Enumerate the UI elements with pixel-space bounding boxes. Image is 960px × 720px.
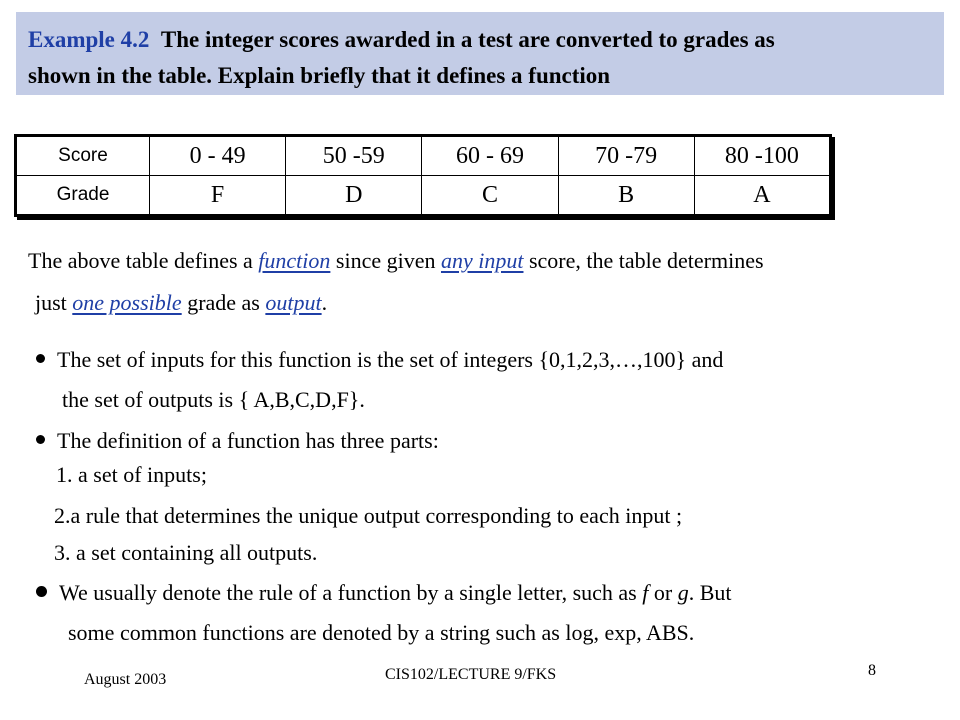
explanation-line-2 bbox=[35, 292, 327, 314]
explanation-text: grade as bbox=[181, 290, 266, 315]
score-row bbox=[16, 136, 831, 176]
bullet-icon bbox=[36, 435, 45, 444]
score-cell: 0 - 49 bbox=[150, 136, 286, 176]
bullet-icon bbox=[36, 354, 45, 363]
example-header-text-1: The integer scores awarded in a test are converted to grades as bbox=[160, 27, 775, 52]
score-cell: 70 -79 bbox=[558, 136, 694, 176]
grade-cell: A bbox=[694, 176, 830, 216]
bullet-text: We usually denote the rule of a function by a single letter, such as bbox=[59, 580, 643, 605]
score-grade-table bbox=[14, 134, 832, 217]
definition-part-3: 3. a set containing all outputs. bbox=[54, 540, 318, 565]
example-header-line-2: shown in the table. Explain briefly that it defines a function bbox=[28, 63, 611, 88]
footer-date: August 2003 bbox=[84, 671, 167, 688]
explanation-text: since given bbox=[330, 248, 441, 273]
explanation-text: . bbox=[321, 290, 328, 315]
grade-cell: B bbox=[558, 176, 694, 216]
emphasis-any-input: any input bbox=[440, 248, 524, 273]
bullet-text: or bbox=[648, 580, 678, 605]
emphasis-output: output bbox=[265, 290, 322, 315]
score-cell: 80 -100 bbox=[694, 136, 830, 176]
bullet-inputs-line-2: the set of outputs is { A,B,C,D,F}. bbox=[62, 387, 365, 412]
explanation-text: The above table defines a bbox=[28, 248, 259, 273]
score-row-label: Score bbox=[16, 136, 150, 176]
bullet-icon bbox=[36, 586, 47, 597]
bullet-inputs-line-1 bbox=[36, 349, 723, 371]
explanation-text: just bbox=[35, 290, 73, 315]
bullet-notation-line-1 bbox=[36, 582, 731, 604]
footer-course: CIS102/LECTURE 9/FKS bbox=[385, 666, 557, 683]
bullet-notation-line-2: some common functions are denoted by a string such as log, exp, ABS. bbox=[68, 620, 695, 645]
grade-cell: F bbox=[150, 176, 286, 216]
example-number: Example 4.2 bbox=[28, 27, 150, 52]
letter-g: g bbox=[677, 580, 689, 605]
score-cell: 60 - 69 bbox=[422, 136, 558, 176]
bullet-definition bbox=[36, 430, 439, 452]
emphasis-one-possible: one possible bbox=[72, 290, 182, 315]
bullet-text: The set of inputs for this function is the set of integers {0,1,2,3,…,100} and bbox=[57, 347, 724, 372]
grade-row bbox=[16, 176, 831, 216]
bullet-text: . But bbox=[688, 580, 732, 605]
grade-cell: D bbox=[286, 176, 422, 216]
score-cell: 50 -59 bbox=[286, 136, 422, 176]
explanation-text: score, the table determines bbox=[523, 248, 764, 273]
definition-part-1: 1. a set of inputs; bbox=[56, 462, 207, 487]
grade-row-label: Grade bbox=[16, 176, 150, 216]
page-number: 8 bbox=[868, 662, 876, 679]
bullet-text: The definition of a function has three parts: bbox=[57, 428, 439, 453]
letter-f: f bbox=[642, 580, 649, 605]
grade-cell: C bbox=[422, 176, 558, 216]
example-header-line-1 bbox=[28, 28, 775, 51]
explanation-line-1 bbox=[28, 250, 764, 272]
emphasis-function: function bbox=[258, 248, 331, 273]
definition-part-2: 2.a rule that determines the unique output corresponding to each input ; bbox=[54, 503, 683, 528]
